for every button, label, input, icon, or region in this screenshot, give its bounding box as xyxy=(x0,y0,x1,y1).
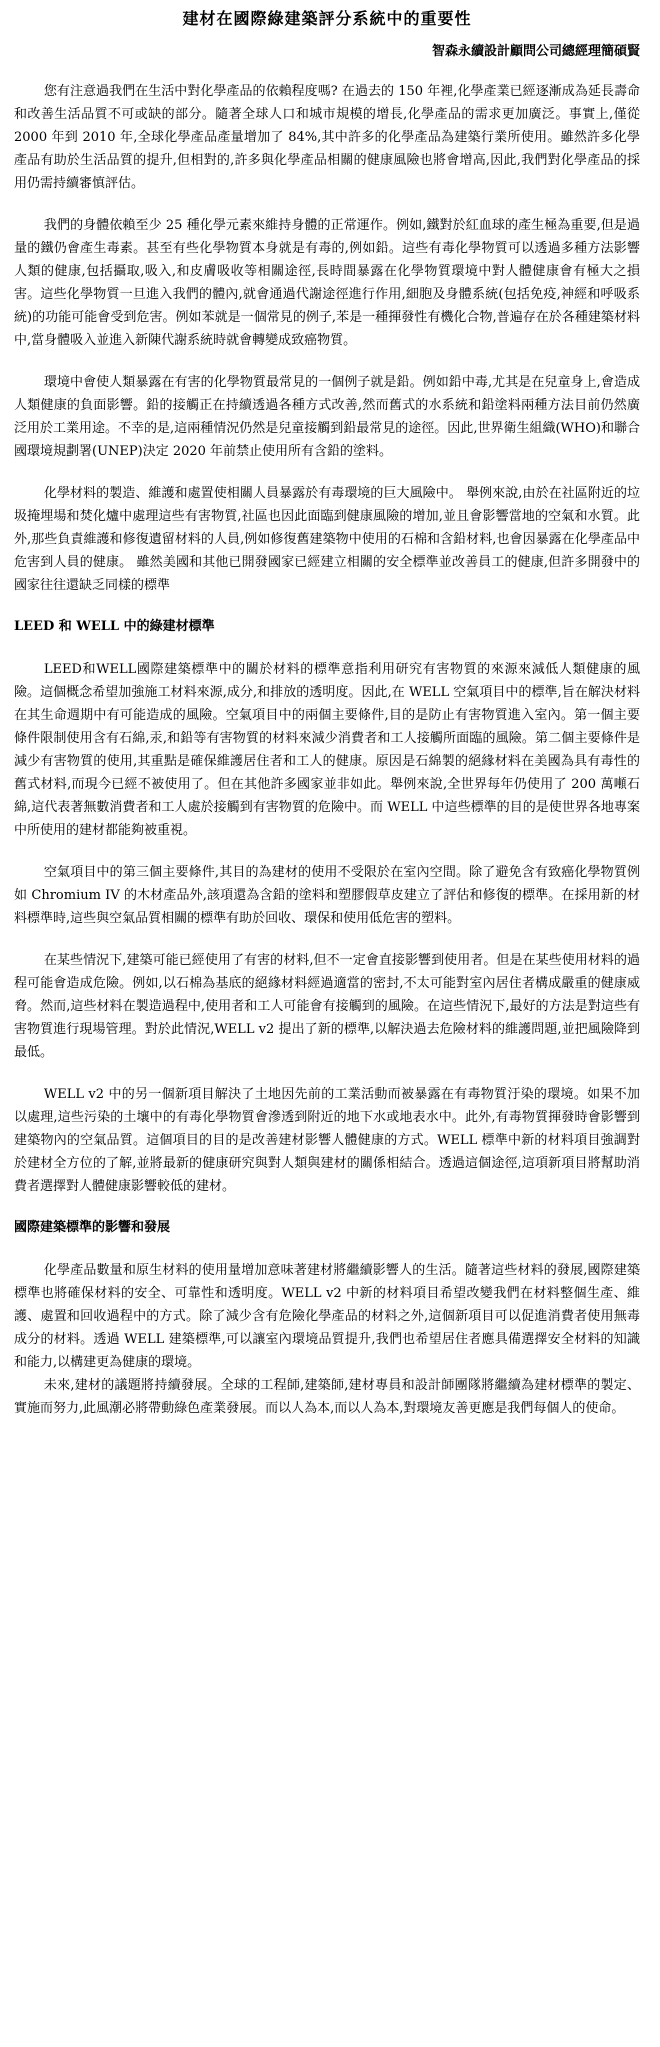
paragraph: 在某些情況下,建築可能已經使用了有害的材料,但不一定會直接影響到使用者。但是在某些使用材料的過程可能會造成危險。例如,以石棉為基底的絕緣材料經過適當的密封,不太可能對室內居住者構成嚴重的健康威脅。然而,這些材料在製造過程中,使用者和工人可能會有接觸到的風險。在這些情況下,最好的方法是對這些有害物質進行現場管理。對於此情況,WELL v2 提出了新的標準,以解決過去危險材料的維護問題,並把風險降到最低。 xyxy=(14,953,640,1060)
section-heading: 國際建築標準的影響和發展 xyxy=(14,1220,171,1235)
section-intro xyxy=(14,80,640,597)
paragraph: 化學材料的製造、維護和處置使相關人員暴露於有毒環境的巨大風險中。 舉例來說,由於在社區附近的垃圾掩埋場和焚化爐中處理這些有害物質,社區也因此面臨到健康風險的增加,並且會影響當地的空氣和水質。此外,那些負責維護和修復遺留材料的人員,例如修復舊建築物中使用的石棉和含鉛材料,也會因暴露在化學產品中危害到人員的健康。 雖然美國和其他已開發國家已經建立相關的安全標準並改善員工的健康,但許多開發中的國家往往還缺乏同樣的標準 xyxy=(14,486,640,593)
paragraph: 未來,建材的議題將持續發展。全球的工程師,建築師,建材專員和設計師團隊將繼續為建材標準的製定、實施而努力,此風潮必將帶動綠色產業發展。而以人為本,而以人為本,對環境友善更應是我們每個人的使命。 xyxy=(14,1378,640,1416)
paragraph: WELL v2 中的另一個新項目解決了土地因先前的工業活動而被暴露在有毒物質汙染的環境。如果不加以處理,這些污染的土壤中的有毒化學物質會滲透到附近的地下水或地表水中。此外,有毒物質揮發時會影響到建築物內的空氣品質。這個項目的目的是改善建材影響人體健康的方式。WELL 標準中新的材料項目強調對於建材全方位的了解,並將最新的健康研究與對人類與建材的關係相結合。透過這個途徑,這項新項目將幫助消費者選擇對人體健康影響較低的建材。 xyxy=(14,1087,640,1194)
paragraph: 您有注意過我們在生活中對化學產品的依賴程度嗎? 在過去的 150 年裡,化學產業已經逐漸成為延長壽命和改善生活品質不可或缺的部分。隨著全球人口和城市規模的增長,化學產品的需求更加廣泛。事實上,僅從 2000 年到 2010 年,全球化學產品產量增加了 84%,其中許多的化學產品為建築行業所使用。雖然許多化學產品有助於生活品質的提升,但相對的,許多與化學產品相關的健康風險也將會增高,因此,我們對化學產品的採用仍需持續審慎評估。 xyxy=(14,84,640,191)
paragraph: 空氣項目中的第三個主要條件,其目的為建材的使用不受限於在室內空間。除了避免含有致癌化學物質例如 Chromium IV 的木材產品外,該項還為含鉛的塗料和塑膠假草皮建立了評估和修復的標準。在採用新的材料標準時,這些與空氣品質相關的標準有助於回收、環保和使用低危害的塑料。 xyxy=(14,865,640,926)
paragraph: LEED和WELL國際建築標準中的關於材料的標準意指利用研究有害物質的來源來減低人類健康的風險。這個概念希望加強施工材料來源,成分,和排放的透明度。因此,在 WELL 空氣項目中的標準,旨在解決材料在其生命週期中有可能造成的風險。空氣項目中的兩個主要條件,目的是防止有害物質進入室內。第一個主要條件限制使用含有石綿,汞,和鉛等有害物質的材料來減少消費者和工人接觸所面臨的風險。第二個主要條件是減少有害物質的使用,其重點是確保維護居住者和工人的健康。原因是石綿製的絕緣材料在美國為具有毒性的舊式材料,而現今已經不被使用了。但在其他許多國家並非如此。舉例來說,全世界每年仍使用了 200 萬噸石綿,這代表著無數消費者和工人處於接觸到有害物質的危險中。而 WELL 中這些標準的目的是使世界各地專案中所使用的建材都能夠被重視。 xyxy=(14,662,640,838)
section-leed-well xyxy=(14,616,640,1198)
document-title: 建材在國際綠建築評分系統中的重要性 xyxy=(182,9,472,28)
section-heading: LEED 和 WELL 中的綠建材標準 xyxy=(14,619,215,634)
author-byline: 智森永續設計顧問公司總經理簡碩賢 xyxy=(431,44,640,59)
paragraph: 化學產品數量和原生材料的使用量增加意味著建材將繼續影響人的生活。隨著這些材料的發展,國際建築標準也將確保材料的安全、可靠性和透明度。WELL v2 中新的材料項目希望改變我們在材料整個生產、維護、處置和回收過程中的方式。除了減少含有危險化學產品的材料之外,這個新項目可以促進消費者使用無毒成分的材料。透過 WELL 建築標準,可以讓室內環境品質提升,我們也希望居住者應具備選擇安全材料的知識和能力,以構建更為健康的環境。 xyxy=(14,1263,640,1370)
paragraph: 環境中會使人類暴露在有害的化學物質最常見的一個例子就是鉛。例如鉛中毒,尤其是在兒童身上,會造成人類健康的負面影響。鉛的接觸正在持續透過各種方式改善,然而舊式的水系統和鉛塗料兩種方法目前仍然廣泛用於工業用途。不幸的是,這兩種情況仍然是兒童接觸到鉛最常見的途徑。因此,世界衛生組織(WHO)和聯合國環境規劃署(UNEP)決定 2020 年前禁止使用所有含鉛的塗料。 xyxy=(14,375,640,459)
section-impact xyxy=(14,1217,640,1420)
paragraph: 我們的身體依賴至少 25 種化學元素來維持身體的正常運作。例如,鐵對於紅血球的產生極為重要,但是過量的鐵仍會產生毒素。甚至有些化學物質本身就是有毒的,例如鉛。這些有毒化學物質可以透過多種方法影響人類的健康,包括攝取,吸入,和皮膚吸收等相關途徑,長時間暴露在化學物質環境中對人體健康會有極大之損害。這些化學物質一旦進入我們的體內,就會通過代謝途徑進行作用,細胞及身體系統(包括免疫,神經和呼吸系統)的功能可能會受到危害。例如苯就是一個常見的例子,苯是一種揮發性有機化合物,普遍存在於各種建築材料中,當身體吸入並進入新陳代謝系統時就會轉變成致癌物質。 xyxy=(14,218,640,348)
